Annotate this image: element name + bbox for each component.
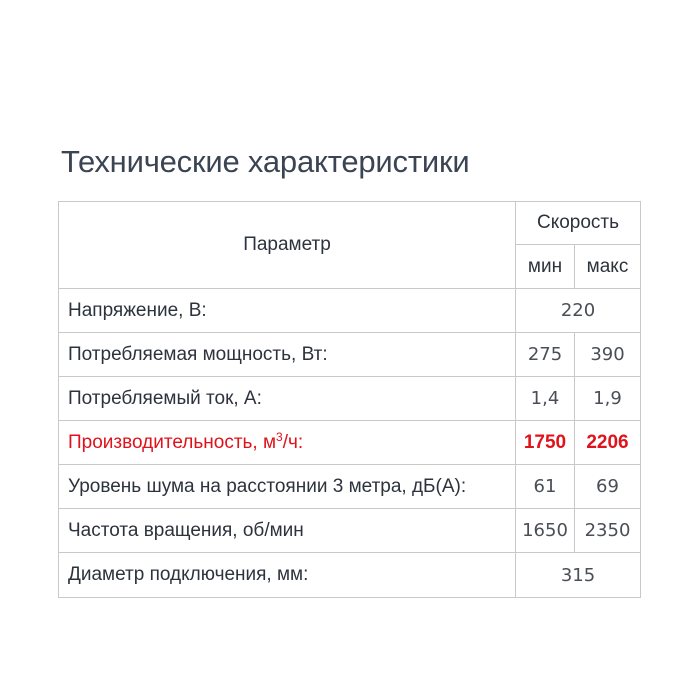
row-min-rpm: 1650	[516, 509, 575, 553]
row-label-power: Потребляемая мощность, Вт:	[59, 333, 516, 377]
table-row	[59, 553, 641, 598]
row-min-power: 275	[516, 333, 575, 377]
row-max-current: 1,9	[575, 377, 641, 421]
header-min: мин	[516, 245, 575, 289]
table-row	[59, 465, 641, 509]
row-min-current: 1,4	[516, 377, 575, 421]
row-label-capacity	[59, 421, 516, 465]
row-label-current: Потребляемый ток, А:	[59, 377, 516, 421]
capacity-label-suffix: /ч:	[282, 431, 304, 453]
row-value-diameter: 315	[516, 553, 641, 598]
table-row	[59, 333, 641, 377]
row-label-voltage: Напряжение, В:	[59, 289, 516, 333]
specs-table	[58, 201, 641, 598]
row-max-noise: 69	[575, 465, 641, 509]
row-max-power: 390	[575, 333, 641, 377]
table-row	[59, 289, 641, 333]
table-row	[59, 377, 641, 421]
header-parameter: Параметр	[59, 202, 516, 289]
header-max: макс	[575, 245, 641, 289]
header-speed: Скорость	[516, 202, 641, 245]
row-value-voltage: 220	[516, 289, 641, 333]
row-max-capacity: 2206	[575, 421, 641, 465]
table-row-highlight	[59, 421, 641, 465]
row-max-rpm: 2350	[575, 509, 641, 553]
table-header-row	[59, 202, 641, 245]
row-label-noise: Уровень шума на расстоянии 3 метра, дБ(А):	[59, 465, 516, 509]
row-label-rpm: Частота вращения, об/мин	[59, 509, 516, 553]
row-min-noise: 61	[516, 465, 575, 509]
capacity-label-sup: 3	[276, 429, 283, 444]
row-label-diameter: Диаметр подключения, мм:	[59, 553, 516, 598]
page-title: Технические характеристики	[61, 144, 470, 179]
table-row	[59, 509, 641, 553]
row-min-capacity: 1750	[516, 421, 575, 465]
capacity-label-prefix: Производительность, м	[68, 431, 277, 453]
